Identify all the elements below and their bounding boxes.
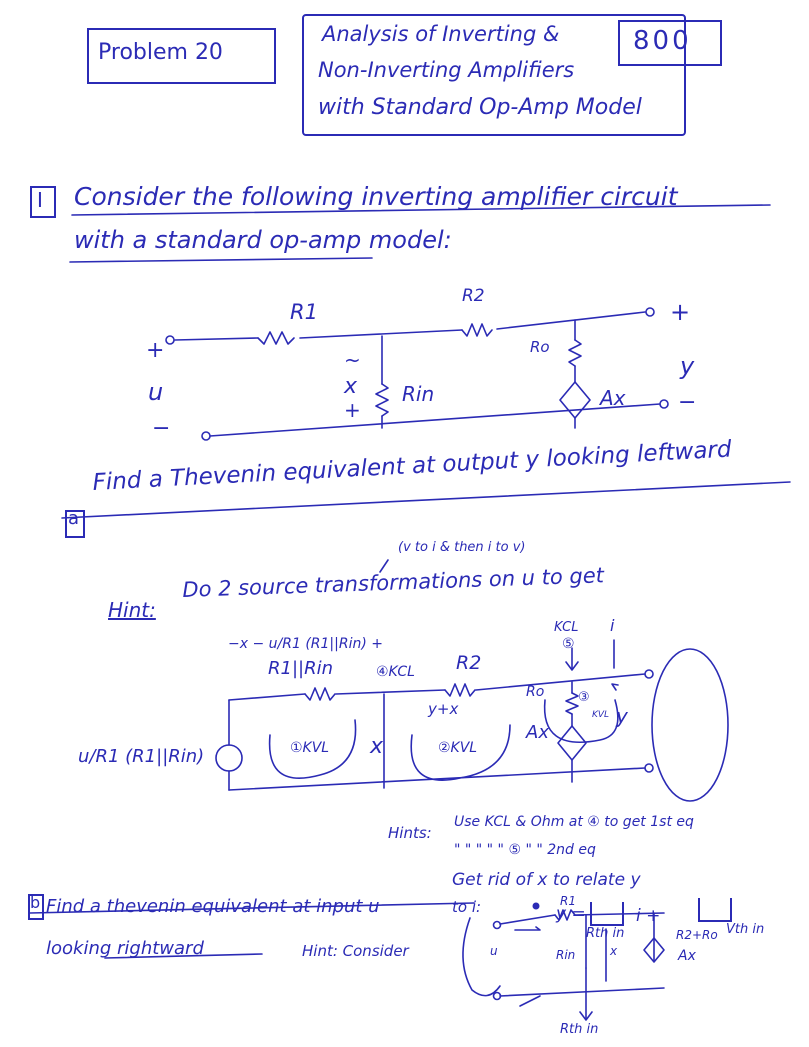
p1-minus-y: − xyxy=(678,390,697,415)
p1-plus-x: + xyxy=(344,398,361,422)
pb-u: u xyxy=(490,944,498,958)
p1-y: y xyxy=(680,352,695,380)
p1-rin: Rin xyxy=(402,382,435,406)
hint-label: Hint: xyxy=(108,598,156,622)
p1-u: u xyxy=(148,378,164,406)
getrid-text: Get rid of x to relate y xyxy=(452,870,641,890)
pb-r1: R1 xyxy=(560,894,576,908)
vth-in-box xyxy=(698,898,732,922)
p1-x: x xyxy=(344,374,358,399)
pa-ax-label: Ax xyxy=(526,722,549,743)
hint-text: Do 2 source transformations on u to get xyxy=(182,563,605,602)
p1-ro: Ro xyxy=(530,338,550,356)
vth-in-label: Vth in xyxy=(726,922,765,937)
title-line-2: Non-Inverting Amplifiers xyxy=(318,58,575,82)
pa-kvl2: ②KVL xyxy=(438,740,478,756)
hints-line-1: Use KCL & Ohm at ④ to get 1st eq xyxy=(454,814,694,830)
pa-r2: R2 xyxy=(456,652,482,674)
pb-ax: Ax xyxy=(678,948,696,964)
pa-kcl: KCL xyxy=(554,620,579,635)
p1-r2: R2 xyxy=(462,286,485,306)
part-b-marker: b xyxy=(30,893,41,912)
hints-label: Hints: xyxy=(388,824,432,842)
part-b-hint: Hint: Consider xyxy=(302,942,409,960)
pa-kvl1: ①KVL xyxy=(290,740,330,756)
pa-yx: y+x xyxy=(428,700,459,718)
to-i-text: to i: xyxy=(452,898,482,916)
pb-rin: Rin xyxy=(556,948,576,962)
pa-kvl3: KVL xyxy=(592,710,610,720)
pa-circle5: ⑤ xyxy=(562,636,575,652)
title-line-3: with Standard Op-Amp Model xyxy=(318,95,642,120)
rth-in-box xyxy=(590,902,624,926)
pb-r2ro: R2+Ro xyxy=(676,928,718,942)
pa-y: y xyxy=(616,704,628,728)
part-a-marker: a xyxy=(68,508,80,529)
part1-marker: I xyxy=(37,188,43,212)
p1-plus-u: + xyxy=(146,338,165,363)
pa-x: x xyxy=(370,734,384,759)
i-plus: i + xyxy=(636,906,661,926)
page-number: 800 xyxy=(633,26,692,56)
p1-r1: R1 xyxy=(290,300,318,324)
part-a-text: Find a Thevenin equivalent at output y looking leftward xyxy=(92,436,733,496)
part-a-aside: (v to i & then i to v) xyxy=(398,540,526,555)
p1-tilde: ~ xyxy=(344,348,361,372)
y-eq: y = xyxy=(556,904,586,924)
pa-i: i xyxy=(610,616,615,635)
problem-label: Problem 20 xyxy=(98,40,223,65)
pa-kcl4: ④KCL xyxy=(376,664,415,680)
pa-circle3: ③ xyxy=(578,690,590,705)
hints-line-2: " " " " " ⑤ " " 2nd eq xyxy=(454,842,596,858)
p1-minus-u: − xyxy=(152,416,171,441)
hint-expr: −x − u/R1 (R1||Rin) + xyxy=(228,636,383,652)
part-b-line-1: Find a thevenin equivalent at input u xyxy=(46,896,380,917)
part-b-line-2: looking rightward xyxy=(46,938,204,959)
pa-source-label: u/R1 (R1||Rin) xyxy=(78,746,205,767)
p1-plus-top: + xyxy=(670,298,691,326)
pb-x: x xyxy=(610,944,618,958)
part1-line-2: with a standard op-amp model: xyxy=(74,226,452,254)
pa-ro: Ro xyxy=(526,684,545,700)
pb-rthin: Rth in xyxy=(560,1022,599,1037)
pa-r1rin: R1||Rin xyxy=(268,658,334,679)
rth-in-label: Rth in xyxy=(586,926,625,941)
title-line-1: Analysis of Inverting & xyxy=(322,22,560,46)
part1-line-1: Consider the following inverting amplifier circuit xyxy=(74,182,678,211)
p1-ax: Ax xyxy=(600,386,626,410)
